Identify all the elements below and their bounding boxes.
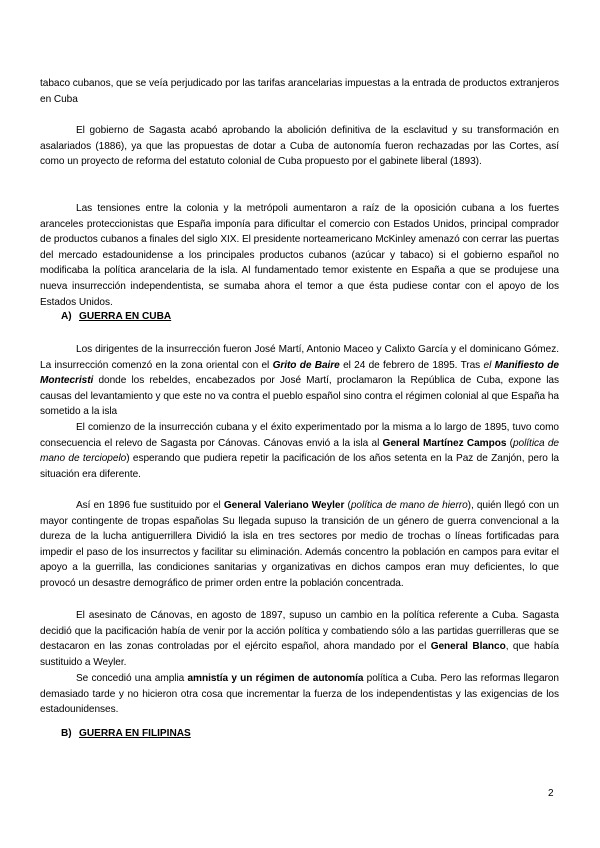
paragraph-weyler: Así en 1896 fue sustituido por el General Valeriano Weyler (política de mano de hierro), quién llegó con un mayor contingente de tropas españolas Su llegada supuso la transición de un género de guerra convencional a la dureza de la lucha antiguerrillera Dividió la isla en tres sectores por medio de trochas o líneas fortificadas para impedir el paso de los insurrectos y facilitar su eliminación. Además concentro la población en campos para evitar el apoyo a la guerrilla, las condiciones sanitarias y organizativas en dichos campos eran muy deficientes, lo que provocó un desastre demográfico de primer orden entre la población concentrada. <box>40 500 559 589</box>
heading-guerra-filipinas: B) GUERRA EN FILIPINAS <box>61 728 191 739</box>
heading-guerra-cuba: A) GUERRA EN CUBA <box>61 311 172 322</box>
paragraph-dirigentes: Los dirigentes de la insurrección fueron José Martí, Antonio Maceo y Calixto García y el dominicano Gómez. La insurrección comenzó en la zona oriental con el Grito de Baire el 24 de febrero de 1895. Tras el Manifiesto de Montecristi donde los rebeldes, encabezados por José Martí, proclamaron la República de Cuba, expone las causas del levantamiento y que este no va contra el pueblo español sino contra el régimen colonial al que España ha sometido a la isla <box>40 344 559 418</box>
paragraph-asesinato-canovas: El asesinato de Cánovas, en agosto de 1897, supuso un cambio en la política referente a Cuba. Sagasta decidió que la pacificación había de venir por la acción política y combatiendo sólo a las partidas guerrilleras que se destacaron en las zonas controladas por el ejército español, ahora mandado por el General Blanco, que había sustituido a Weyler. <box>40 610 559 668</box>
paragraph-aranceles-cont: tabaco cubanos, que se veía perjudicado por las tarifas arancelarias impuestas a la entrada de productos extranjeros en Cuba <box>40 78 559 105</box>
page-number: 2 <box>548 788 554 799</box>
paragraph-tensiones: Las tensiones entre la colonia y la metrópoli aumentaron a raíz de la oposición cubana a los fuertes aranceles proteccionistas que España imponía para dificultar el comercio con Estados Unidos, principal comprador de productos cubanos a finales del siglo XIX. El presidente norteamericano McKinley amenazó con cerrar las puertas del mercado estadounidense a los principales productos cubanos (azúcar y tabaco) si el gobierno español no modificaba la política arancelaria de la isla. Al fundamentado temor existente en España a que se produjese una nueva insurrección independentista, se sumaba ahora el temor a que ésta pudiese contar con el apoyo de los Estados Unidos. <box>40 203 559 308</box>
paragraph-amnistia: Se concedió una amplia amnistía y un régimen de autonomía política a Cuba. Pero las reformas llegaron demasiado tarde y no hicieron otra cosa que incrementar la fuerza de los independentistas y las exigencias de los estadounidenses. <box>40 673 559 716</box>
paragraph-comienzo: El comienzo de la insurrección cubana y el éxito experimentado por la misma a lo largo de 1895, tuvo como consecuencia el relevo de Sagasta por Cánovas. Cánovas envió a la isla al General Martínez Campos (política de mano de terciopelo) esperando que pudiera repetir la pacificación de los años setenta en la Paz de Zanjón, pero la situación era diferente. <box>40 422 559 480</box>
paragraph-abolicion: El gobierno de Sagasta acabó aprobando la abolición definitiva de la esclavitud y su transformación en asalariados (1886), ya que las propuestas de dotar a Cuba de autonomía fueron rechazadas por las Cortes, así como un proyecto de reforma del estatuto colonial de Cuba propuesto por el gabinete liberal (1893). <box>40 125 559 168</box>
